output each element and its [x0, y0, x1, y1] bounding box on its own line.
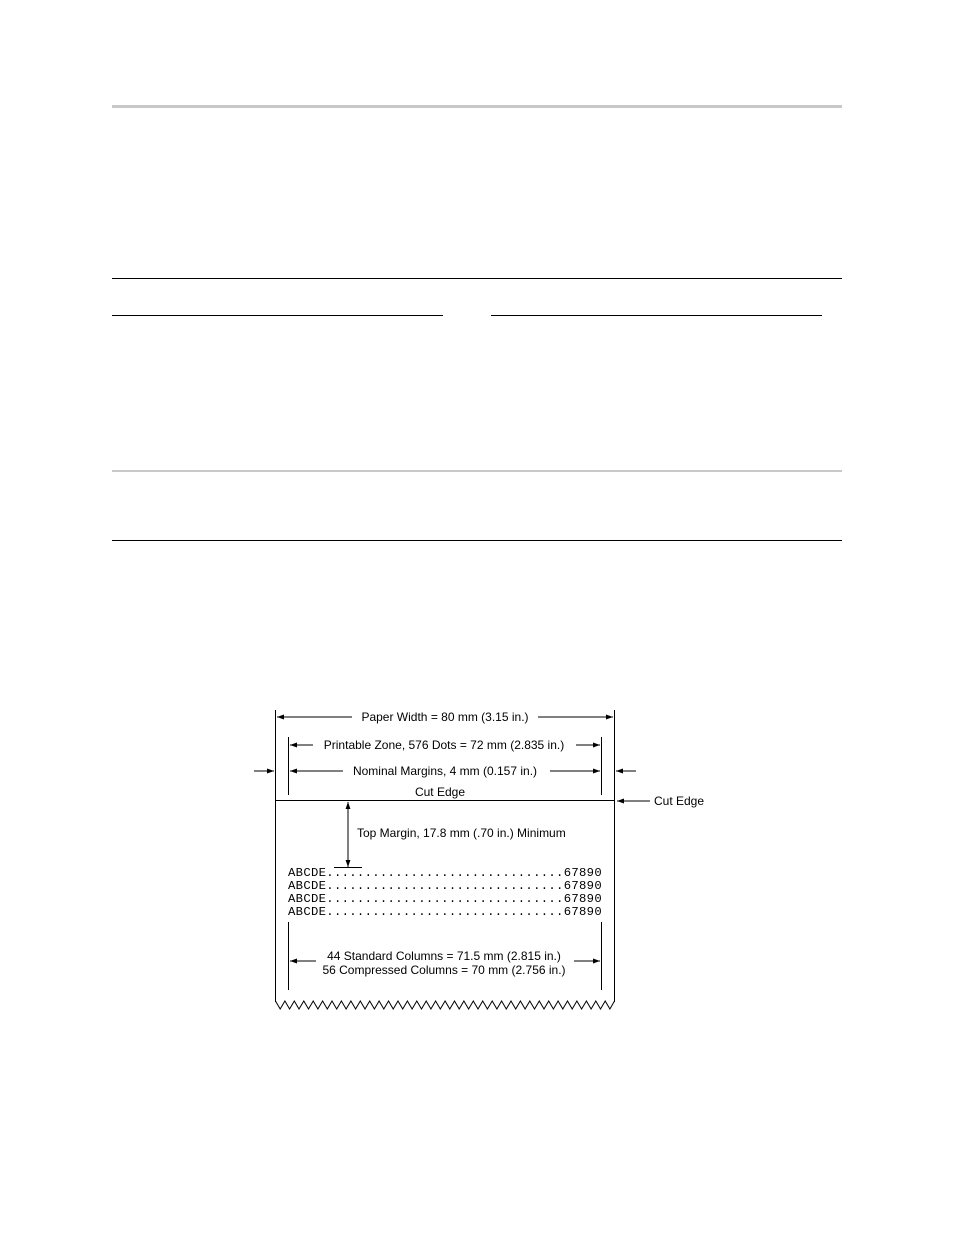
cut-edge-outer-label: Cut Edge	[654, 794, 705, 808]
standard-columns-label: 44 Standard Columns = 71.5 mm (2.815 in.)	[327, 949, 561, 963]
printable-zone-label: Printable Zone, 576 Dots = 72 mm (2.835 in.)	[323, 738, 565, 752]
sample-line-3: ABCDE...............................67890	[288, 893, 602, 906]
top-margin-label: Top Margin, 17.8 mm (.70 in.) Minimum	[357, 826, 566, 840]
sample-line-2: ABCDE...............................67890	[288, 880, 602, 893]
compressed-columns-label: 56 Compressed Columns = 70 mm (2.756 in.)	[322, 963, 566, 977]
nominal-margins-label: Nominal Margins, 4 mm (0.157 in.)	[352, 764, 538, 778]
cut-edge-inner-label: Cut Edge	[414, 785, 466, 799]
sample-line-1: ABCDE...............................67890	[288, 867, 602, 880]
paper-torn-edge	[276, 1001, 615, 1009]
sample-line-4: ABCDE...............................67890	[288, 906, 602, 919]
paper-width-label: Paper Width = 80 mm (3.15 in.)	[361, 710, 529, 724]
